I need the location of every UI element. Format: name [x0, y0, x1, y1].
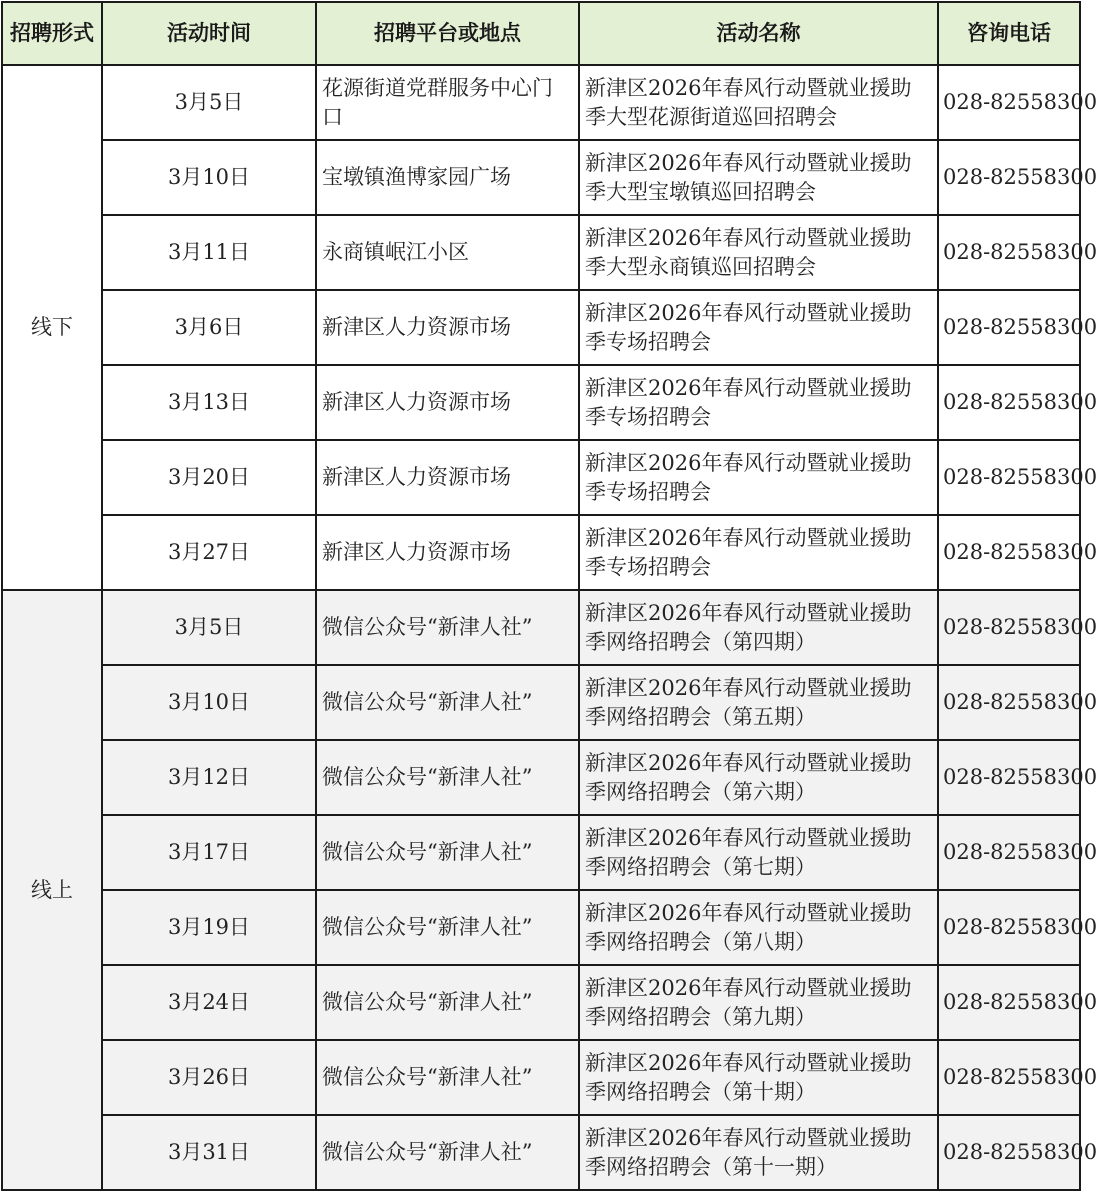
date-cell: 3月19日	[102, 890, 316, 965]
table-row	[2, 740, 1080, 815]
place-cell: 微信公众号“新津人社”	[316, 740, 579, 815]
table-row	[2, 890, 1080, 965]
date-cell: 3月10日	[102, 665, 316, 740]
phone-cell: 028-82558300	[938, 215, 1080, 290]
date-cell: 3月26日	[102, 1040, 316, 1115]
phone-cell: 028-82558300	[938, 140, 1080, 215]
event-name-cell: 新津区2026年春风行动暨就业援助季大型永商镇巡回招聘会	[579, 215, 938, 290]
phone-cell: 028-82558300	[938, 890, 1080, 965]
event-name-cell: 新津区2026年春风行动暨就业援助季网络招聘会（第十期）	[579, 1040, 938, 1115]
event-name-cell: 新津区2026年春风行动暨就业援助季网络招聘会（第七期）	[579, 815, 938, 890]
place-cell: 微信公众号“新津人社”	[316, 965, 579, 1040]
header-place: 招聘平台或地点	[316, 2, 579, 65]
place-cell: 微信公众号“新津人社”	[316, 590, 579, 665]
place-cell: 微信公众号“新津人社”	[316, 665, 579, 740]
table-row	[2, 65, 1080, 140]
phone-cell: 028-82558300	[938, 590, 1080, 665]
table-row	[2, 515, 1080, 590]
date-cell: 3月10日	[102, 140, 316, 215]
phone-cell: 028-82558300	[938, 290, 1080, 365]
table-row	[2, 1115, 1080, 1190]
table-row	[2, 1040, 1080, 1115]
date-cell: 3月5日	[102, 65, 316, 140]
event-name-cell: 新津区2026年春风行动暨就业援助季网络招聘会（第九期）	[579, 965, 938, 1040]
place-cell: 微信公众号“新津人社”	[316, 1040, 579, 1115]
event-name-cell: 新津区2026年春风行动暨就业援助季专场招聘会	[579, 290, 938, 365]
place-cell: 花源街道党群服务中心门口	[316, 65, 579, 140]
place-cell: 新津区人力资源市场	[316, 365, 579, 440]
place-cell: 宝墩镇渔博家园广场	[316, 140, 579, 215]
recruitment-schedule-table	[1, 1, 1097, 1191]
event-name-cell: 新津区2026年春风行动暨就业援助季网络招聘会（第五期）	[579, 665, 938, 740]
place-cell: 微信公众号“新津人社”	[316, 1115, 579, 1190]
group-cell-online: 线上	[2, 590, 102, 1190]
phone-cell: 028-82558300	[938, 965, 1080, 1040]
table-row	[2, 815, 1080, 890]
phone-cell: 028-82558300	[938, 740, 1080, 815]
phone-cell: 028-82558300	[938, 665, 1080, 740]
header-name: 活动名称	[579, 2, 938, 65]
table-row	[2, 365, 1080, 440]
event-name-cell: 新津区2026年春风行动暨就业援助季网络招聘会（第六期）	[579, 740, 938, 815]
table-header-row	[2, 2, 1080, 65]
date-cell: 3月5日	[102, 590, 316, 665]
date-cell: 3月6日	[102, 290, 316, 365]
event-name-cell: 新津区2026年春风行动暨就业援助季专场招聘会	[579, 440, 938, 515]
date-cell: 3月20日	[102, 440, 316, 515]
place-cell: 微信公众号“新津人社”	[316, 815, 579, 890]
header-form: 招聘形式	[2, 2, 102, 65]
place-cell: 新津区人力资源市场	[316, 290, 579, 365]
place-cell: 新津区人力资源市场	[316, 440, 579, 515]
table-row	[2, 215, 1080, 290]
phone-cell: 028-82558300	[938, 1115, 1080, 1190]
date-cell: 3月13日	[102, 365, 316, 440]
date-cell: 3月12日	[102, 740, 316, 815]
phone-cell: 028-82558300	[938, 815, 1080, 890]
phone-cell: 028-82558300	[938, 515, 1080, 590]
date-cell: 3月31日	[102, 1115, 316, 1190]
group-cell-offline: 线下	[2, 65, 102, 590]
event-name-cell: 新津区2026年春风行动暨就业援助季专场招聘会	[579, 515, 938, 590]
phone-cell: 028-82558300	[938, 440, 1080, 515]
phone-cell: 028-82558300	[938, 1040, 1080, 1115]
phone-cell: 028-82558300	[938, 365, 1080, 440]
date-cell: 3月24日	[102, 965, 316, 1040]
place-cell: 永商镇岷江小区	[316, 215, 579, 290]
event-name-cell: 新津区2026年春风行动暨就业援助季专场招聘会	[579, 365, 938, 440]
place-cell: 微信公众号“新津人社”	[316, 890, 579, 965]
table-row	[2, 290, 1080, 365]
table-row	[2, 440, 1080, 515]
date-cell: 3月17日	[102, 815, 316, 890]
event-name-cell: 新津区2026年春风行动暨就业援助季大型花源街道巡回招聘会	[579, 65, 938, 140]
table-row	[2, 590, 1080, 665]
header-phone: 咨询电话	[938, 2, 1080, 65]
event-name-cell: 新津区2026年春风行动暨就业援助季大型宝墩镇巡回招聘会	[579, 140, 938, 215]
table-row	[2, 140, 1080, 215]
event-name-cell: 新津区2026年春风行动暨就业援助季网络招聘会（第四期）	[579, 590, 938, 665]
event-name-cell: 新津区2026年春风行动暨就业援助季网络招聘会（第八期）	[579, 890, 938, 965]
header-time: 活动时间	[102, 2, 316, 65]
date-cell: 3月11日	[102, 215, 316, 290]
event-name-cell: 新津区2026年春风行动暨就业援助季网络招聘会（第十一期）	[579, 1115, 938, 1190]
table-body	[2, 65, 1097, 1190]
table-row	[2, 965, 1080, 1040]
place-cell: 新津区人力资源市场	[316, 515, 579, 590]
date-cell: 3月27日	[102, 515, 316, 590]
phone-cell: 028-82558300	[938, 65, 1080, 140]
table-row	[2, 665, 1080, 740]
